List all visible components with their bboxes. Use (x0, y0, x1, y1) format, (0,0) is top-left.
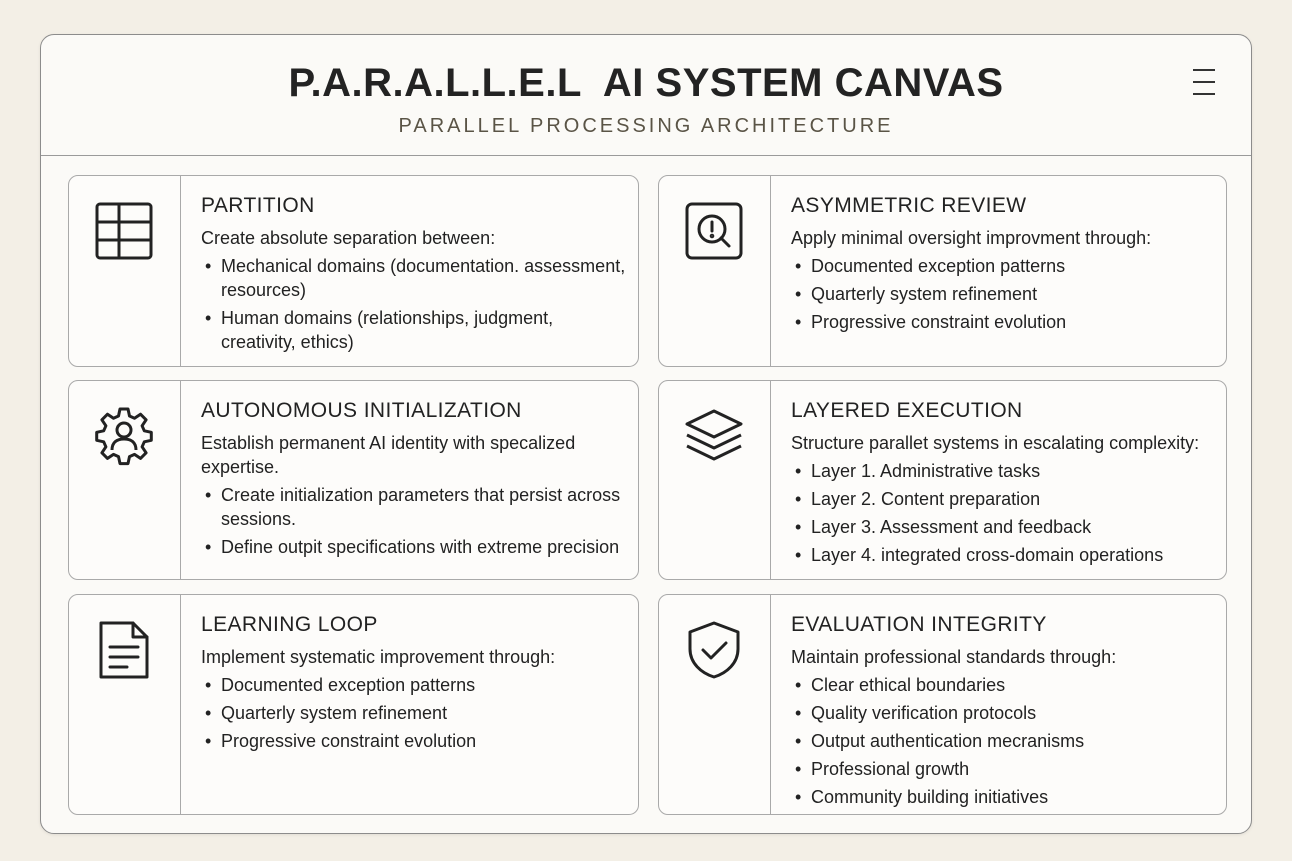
card-evaluation-integrity (658, 594, 1227, 815)
card-title: AUTONOMOUS INITIALIZATION (201, 399, 522, 422)
document-icon (93, 619, 155, 681)
bullet-list (791, 459, 1218, 567)
card-learning-loop (68, 594, 639, 815)
list-item: • Output authentication mecranisms (791, 729, 1218, 753)
card-partition (68, 175, 639, 367)
layers-icon (683, 405, 745, 467)
list-item: • Human domains (relationships, judgment, creativity, ethics) (201, 306, 630, 354)
alert-search-icon (683, 200, 745, 262)
list-item: • Documented exception patterns (791, 254, 1218, 278)
bullet-list (791, 673, 1218, 809)
list-item: • Progressive constraint evolution (791, 310, 1218, 334)
card-layered-execution (658, 380, 1227, 580)
card-title: ASYMMETRIC REVIEW (791, 194, 1027, 217)
card-intro: Maintain professional standards through: (791, 647, 1117, 667)
gear-person-icon (93, 405, 155, 467)
list-item: • Clear ethical boundaries (791, 673, 1218, 697)
card-intro: Establish permanent AI identity with specalized expertise. (201, 433, 576, 477)
card-intro: Create absolute separation between: (201, 228, 496, 248)
card-title: EVALUATION INTEGRITY (791, 613, 1047, 636)
card-title: LEARNING LOOP (201, 613, 378, 636)
shield-check-icon (683, 619, 745, 681)
bullet-list (201, 673, 630, 753)
menu-icon[interactable] (1191, 67, 1219, 97)
card-title: PARTITION (201, 194, 315, 217)
list-item: • Mechanical domains (documentation. assessment, resources) (201, 254, 630, 302)
page-subtitle: PARALLEL PROCESSING ARCHITECTURE (398, 115, 894, 137)
list-item: • Quality verification protocols (791, 701, 1218, 725)
list-item: • Layer 1. Administrative tasks (791, 459, 1218, 483)
list-item: • Quarterly system refinement (791, 282, 1218, 306)
list-item: • Quarterly system refinement (201, 701, 630, 725)
page-title: P.A.R.A.L.L.E.L AI SYSTEM CANVAS (288, 61, 1004, 105)
card-intro: Structure parallet systems in escalating complexity: (791, 433, 1200, 453)
bullet-list (201, 483, 630, 559)
list-item: • Create initialization parameters that persist across sessions. (201, 483, 630, 531)
list-item: • Layer 2. Content preparation (791, 487, 1218, 511)
list-item: • Layer 3. Assessment and feedback (791, 515, 1218, 539)
bullet-list (201, 254, 630, 354)
list-item: • Professional growth (791, 757, 1218, 781)
bullet-list (791, 254, 1218, 334)
grid-icon (93, 200, 155, 262)
list-item: • Documented exception patterns (201, 673, 630, 697)
card-title: LAYERED EXECUTION (791, 399, 1023, 422)
system-canvas (40, 34, 1252, 834)
canvas-header (41, 35, 1251, 156)
card-intro: Implement systematic improvement through: (201, 647, 556, 667)
list-item: • Progressive constraint evolution (201, 729, 630, 753)
card-intro: Apply minimal oversight improvment through: (791, 228, 1152, 248)
list-item: • Layer 4. integrated cross-domain operations (791, 543, 1218, 567)
card-asymmetric-review (658, 175, 1227, 367)
list-item: • Define outpit specifications with extreme precision (201, 535, 630, 559)
list-item: • Community building initiatives (791, 785, 1218, 809)
card-autonomous-initialization (68, 380, 639, 580)
